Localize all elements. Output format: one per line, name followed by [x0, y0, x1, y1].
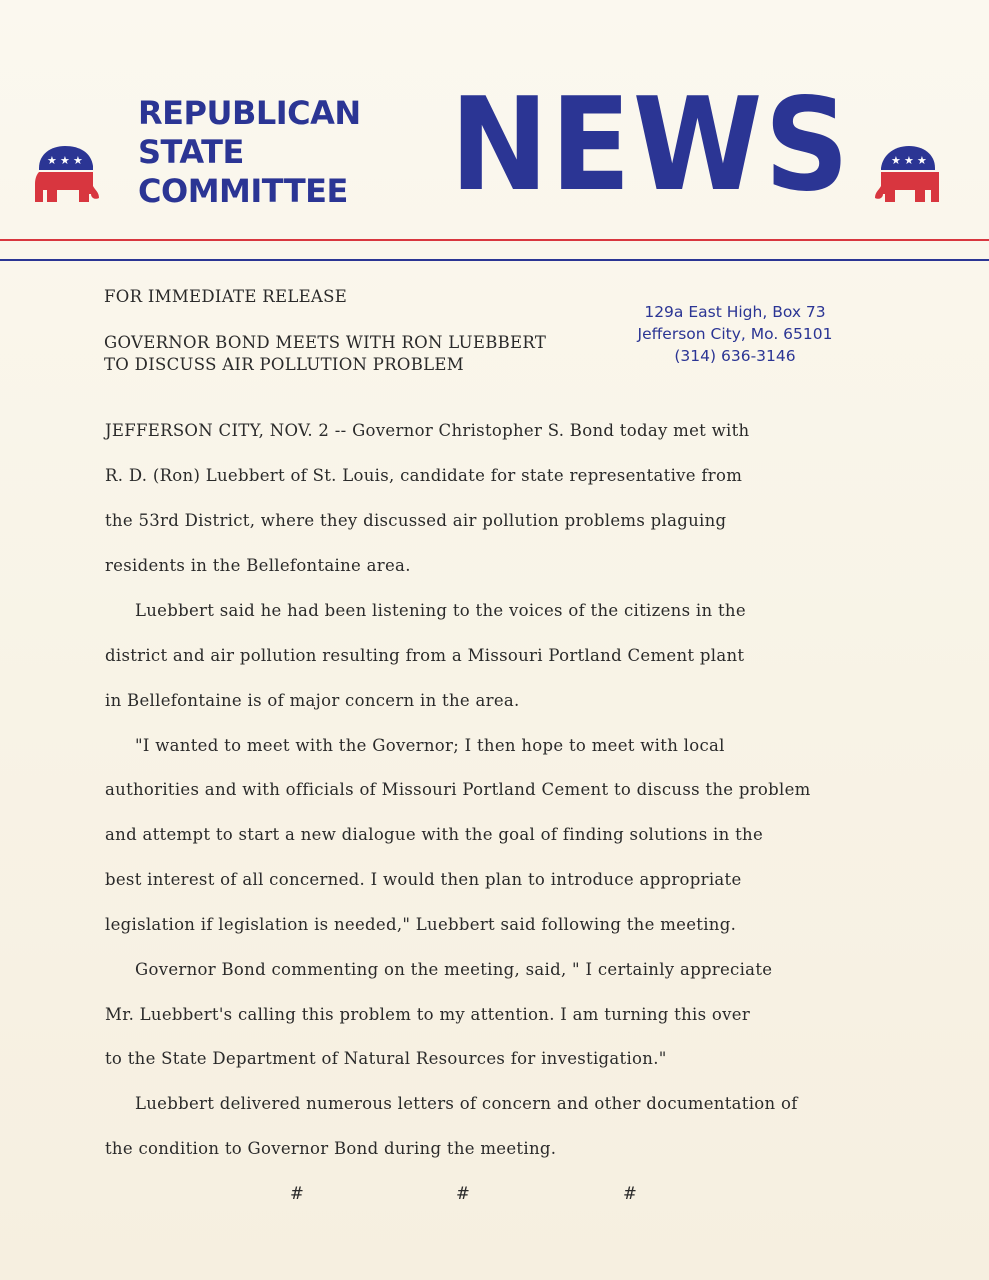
- body-line: to the State Department of Natural Resources for investigation.": [105, 1049, 667, 1068]
- headline-line-1: GOVERNOR BOND MEETS WITH RON LUEBBERT: [104, 333, 547, 352]
- end-mark: #: [290, 1184, 305, 1203]
- organization-name: [138, 94, 361, 211]
- republican-elephant-icon: [873, 142, 943, 206]
- headline: [104, 332, 546, 376]
- body-line: Luebbert said he had been listening to the voices of the citizens in the: [135, 601, 746, 620]
- body-line: R. D. (Ron) Luebbert of St. Louis, candidate for state representative from: [105, 466, 743, 485]
- svg-text:★: ★: [904, 154, 914, 167]
- svg-text:★: ★: [73, 154, 83, 167]
- address-street: 129a East High, Box 73: [644, 303, 826, 321]
- org-name-line-2: STATE: [138, 133, 244, 171]
- release-label: FOR IMMEDIATE RELEASE: [104, 287, 348, 306]
- svg-text:★: ★: [891, 154, 901, 167]
- end-mark: #: [456, 1184, 471, 1203]
- svg-text:★: ★: [917, 154, 927, 167]
- body-line: the 53rd District, where they discussed air pollution problems plaguing: [105, 511, 727, 530]
- news-title: NEWS: [450, 71, 852, 220]
- address-block: [610, 301, 860, 367]
- body-line: JEFFERSON CITY, NOV. 2 -- Governor Christopher S. Bond today met with: [105, 421, 750, 440]
- body-line: the condition to Governor Bond during the meeting.: [105, 1139, 557, 1158]
- address-city: Jefferson City, Mo. 65101: [637, 325, 833, 343]
- headline-line-2: TO DISCUSS AIR POLLUTION PROBLEM: [104, 355, 464, 374]
- org-name-line-1: REPUBLICAN: [138, 94, 361, 132]
- body-line: authorities and with officials of Missouri Portland Cement to discuss the problem: [105, 780, 811, 799]
- header-red-rule: [0, 239, 989, 241]
- body-line: residents in the Bellefontaine area.: [105, 556, 411, 575]
- address-phone: (314) 636-3146: [674, 347, 796, 365]
- body-line: in Bellefontaine is of major concern in the area.: [105, 691, 520, 710]
- body-line: best interest of all concerned. I would then plan to introduce appropriate: [105, 870, 742, 889]
- body-line: district and air pollution resulting from a Missouri Portland Cement plant: [105, 646, 745, 665]
- body-line: and attempt to start a new dialogue with the goal of finding solutions in the: [105, 825, 764, 844]
- svg-text:★: ★: [47, 154, 57, 167]
- org-name-line-3: COMMITTEE: [138, 172, 348, 210]
- republican-elephant-icon: [33, 142, 101, 206]
- body-line: legislation if legislation is needed," Luebbert said following the meeting.: [105, 915, 737, 934]
- body-line: Luebbert delivered numerous letters of concern and other documentation of: [135, 1094, 798, 1113]
- body-line: Governor Bond commenting on the meeting, said, " I certainly appreciate: [135, 960, 773, 979]
- body-line: "I wanted to meet with the Governor; I then hope to meet with local: [135, 736, 725, 755]
- svg-text:★: ★: [60, 154, 70, 167]
- header-blue-rule: [0, 259, 989, 261]
- end-mark: #: [623, 1184, 638, 1203]
- body-line: Mr. Luebbert's calling this problem to my attention. I am turning this over: [105, 1005, 751, 1024]
